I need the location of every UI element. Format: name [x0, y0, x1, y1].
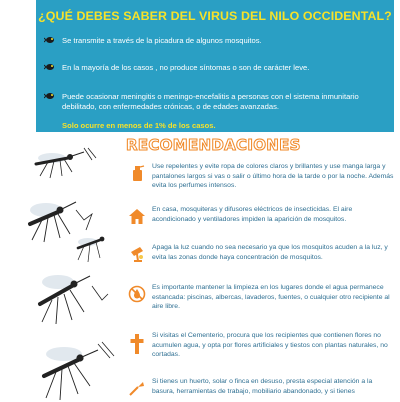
cross-icon	[128, 333, 146, 351]
mosquito-illustration	[32, 264, 112, 328]
recommendation-text: Es importante mantener la limpieza en los lugares donde el agua permanece estancada: piscinas, albercas, lavaderos, fuentes, o cualquier otro recipiente al aire libre.	[152, 284, 390, 311]
recommendation-text: En casa, mosquiteras y difusores eléctricos de insecticidas. El aire acondicionado y ventiladores impiden la aparición de mosquitos.	[152, 206, 353, 223]
info-item-text: En la mayoría de los casos , no produce síntomas o son de carácter leve.	[62, 63, 310, 72]
mosquito-bullet-icon	[44, 92, 54, 100]
document-page	[14, 0, 394, 400]
mosquito-bullet-icon	[44, 63, 54, 71]
garden-icon	[128, 379, 146, 397]
recommendations-title: RECOMENDACIONES	[126, 136, 301, 154]
repellent-icon	[128, 164, 146, 182]
recommendation-text: Use repelentes y evite ropa de colores claros y brillantes y use manga larga y pantalones largos si vas o salir o último hora de la tarde o por la noche. Además evita los perfumes intensos.	[152, 163, 394, 190]
info-item	[62, 63, 384, 73]
info-item-text: Puede ocasionar meningitis o meningo-encefalitis a personas con el sistema inmunitario debilitado, con enfermedades crónicas, o de edades avanzadas.	[62, 92, 359, 111]
info-title: ¿QUÉ DEBES SABER DEL VIRUS DEL NILO OCCIDENTAL?	[38, 9, 392, 23]
info-item	[62, 36, 384, 46]
info-item	[62, 92, 384, 112]
mosquito-illustration	[28, 142, 100, 182]
mosquito-bullet-icon	[44, 36, 54, 44]
info-highlight: Solo ocurre en menos de 1% de los casos.	[62, 121, 216, 130]
lamp-icon	[128, 245, 146, 263]
info-item-text: Se transmite a través de la picadura de algunos mosquitos.	[62, 36, 262, 45]
house-icon	[128, 207, 146, 225]
mosquito-illustration	[70, 228, 120, 268]
recommendation-text: Si tienes un huerto, solar o finca en desuso, presta especial atención a la basura, herramientas de trabajo, mobiliario abandonado, y si tienes	[152, 378, 373, 395]
info-panel	[36, 0, 394, 132]
recommendation-text: Si visitas el Cementerio, procura que los recipientes que contienen flores no acumulen agua, y opta por flores artificiales y tiestos con plantas naturales, no cortadas.	[152, 332, 388, 359]
recommendation-text: Apaga la luz cuando no sea necesario ya que los mosquitos acuden a la luz, y evita las zonas donde haya concentración de mosquitos.	[152, 244, 388, 261]
mosquito-illustration	[34, 338, 118, 400]
no-water-icon	[128, 285, 146, 303]
